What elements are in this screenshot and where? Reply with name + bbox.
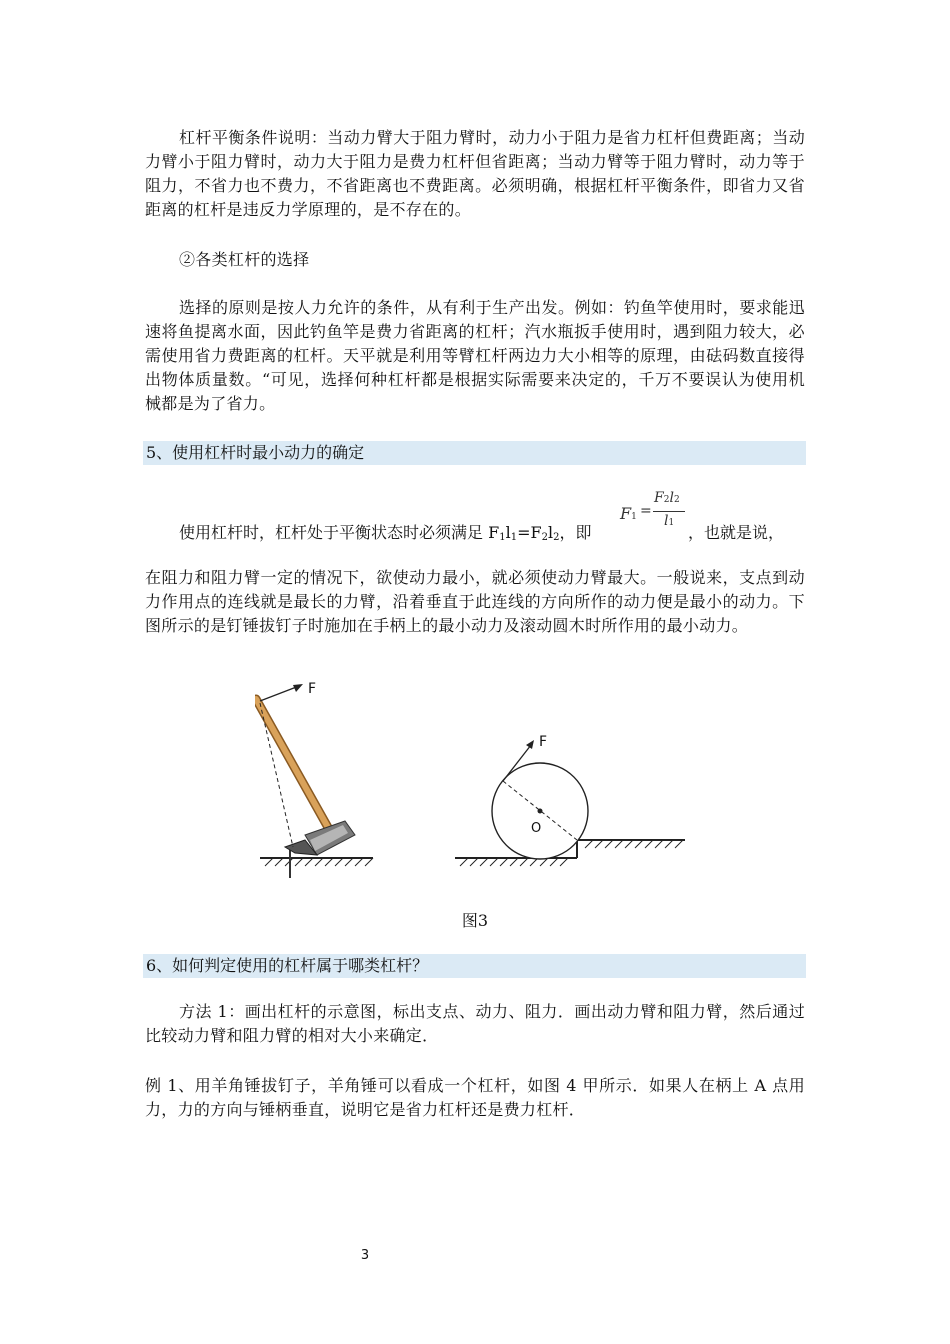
formula-l: l (547, 523, 554, 542)
fraction-numerator: F2l2 (654, 490, 680, 506)
formula-prefix: 使用杠杆时，杠杆处于平衡状态时必须满足 F (179, 523, 500, 542)
fraction-bar (653, 511, 685, 512)
hammer-force-label: F (308, 681, 317, 697)
formula-tail: ，也就是说， (688, 523, 785, 542)
paragraph-selection-principle: 选择的原则是按人力允许的条件，从有利于生产出发。例如：钓鱼竿使用时，要求能迅速将鱼提离水面，因此钓鱼竿是费力省距离的杠杆；汽水瓶扳手使用时，遇到阻力较大，必需使用省力费距离的杠杆。天平就是利用等臂杠杆两边力大小相等的原理，由砝码数直接得出物体质量数。“可见，选择何种杠杆都是根据实际需要来决定的，千万不要误认为使用机械都是为了省力。 (145, 298, 805, 413)
paragraph-method-1: 方法 1：画出杠杆的示意图，标出支点、动力、阻力．画出动力臂和阻力臂，然后通过比较动力臂和阻力臂的相对大小来确定． (145, 1002, 805, 1045)
figure-caption: 图3 (461, 911, 489, 930)
subscript: 2 (541, 532, 548, 543)
subscript: 2 (553, 532, 560, 543)
paragraph-lever-balance: 杠杆平衡条件说明：当动力臂大于阻力臂时，动力小于阻力是省力杠杆但费距离；当动力臂小于阻力臂时，动力大于阻力是费力杠杆但省距离；当动力臂等于阻力臂时，动力等于阻力，不省力也不费力，不省距离也不费距离。必须明确，根据杠杆平衡条件，即省力又省距离的杠杆是违反力学原理的，是不存在的。 (145, 128, 805, 219)
paragraph-min-force: 在阻力和阻力臂一定的情况下，欲使动力最小，就必须使动力臂最大。一般说来，支点到动力作用点的连线就是最长的力臂，沿着垂直于此连线的方向所作的动力便是最小的动力。下图所示的是钉锤拔钉子时施加在手柄上的最小动力及滚动圆木时所作用的最小动力。 (145, 568, 805, 635)
fraction-denominator: l1 (664, 513, 675, 529)
fraction-formula (618, 490, 688, 538)
formula-l: l (505, 523, 511, 542)
subscript: 1 (510, 532, 518, 543)
fraction-lhs: F1 (620, 504, 637, 523)
circle-force-label: F (539, 734, 548, 750)
hammer-force-arrow (260, 684, 303, 701)
hammer-head (285, 821, 355, 855)
page-number: 3 (360, 1248, 370, 1263)
paragraph-example-1: 例 1、用羊角锤拔钉子，羊角锤可以看成一个杠杆，如图 4 甲所示．如果人在柄上 A 点用力，力的方向与锤柄垂直，说明它是省力杠杆还是费力杠杆． (145, 1076, 805, 1119)
subheading-lever-selection: ②各类杠杆的选择 (179, 250, 310, 269)
hammer-handle (256, 699, 330, 831)
hammer-ground (260, 858, 373, 866)
hammer-arm-dashed (260, 703, 293, 847)
section-heading-6: 6、如何判定使用的杠杆属于哪类杠杆？ (143, 954, 806, 978)
formula-equals: =F (517, 523, 542, 542)
figure-3 (255, 675, 695, 885)
center-label: O (531, 821, 542, 836)
fraction-equals: = (640, 503, 652, 519)
section-heading-5: 5、使用杠杆时最小动力的确定 (143, 441, 806, 465)
subscript: 1 (499, 532, 506, 543)
formula-ji: ，即 (559, 523, 592, 542)
